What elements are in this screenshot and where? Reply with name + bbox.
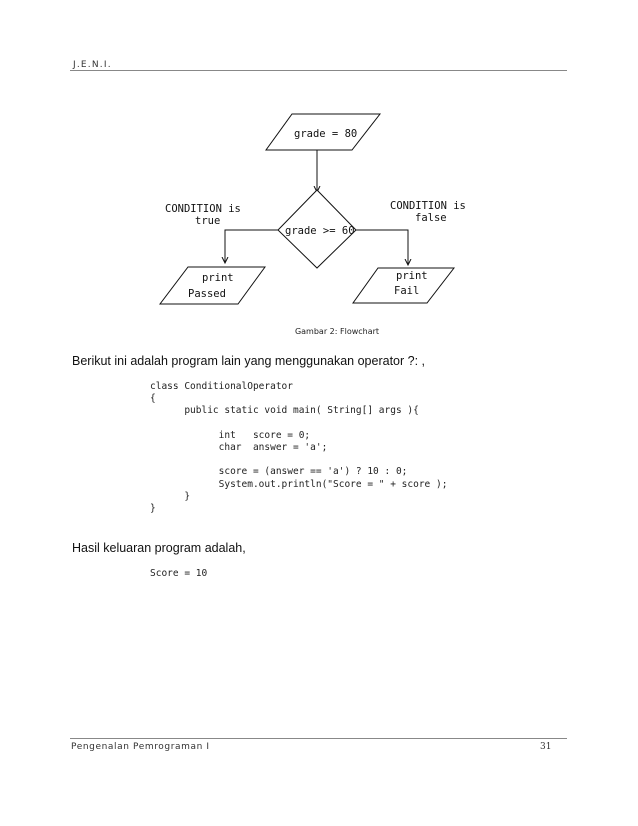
false-box-value: Fail <box>394 285 420 297</box>
figure-caption: Gambar 2: Flowchart <box>294 327 380 336</box>
code-listing: class ConditionalOperator { public static void main( String[] args ){ int score = 0; char answer = 'a'; score = (answer == 'a') ? 10 : 0; System.out.println("Score = " + score ); } } <box>150 381 448 515</box>
footer-title: Pengenalan Pemrograman I <box>71 742 210 752</box>
intro-paragraph: Berikut ini adalah program lain yang menggunakan operator ?: , <box>72 354 425 368</box>
true-box-value: Passed <box>188 288 226 300</box>
page-number: 31 <box>540 742 552 752</box>
false-label-line2: false <box>415 212 447 224</box>
header-rule <box>70 70 567 71</box>
output-intro-paragraph: Hasil keluaran program adalah, <box>72 541 246 555</box>
running-header: J.E.N.I. <box>73 60 112 70</box>
decision-text: grade >= 60 <box>285 225 355 237</box>
true-box-print: print <box>202 272 234 284</box>
start-box-text: grade = 80 <box>294 128 358 140</box>
footer-rule <box>70 738 567 739</box>
false-label-line1: CONDITION is <box>390 200 466 212</box>
flowchart <box>150 100 470 315</box>
arrow-true-branch <box>225 230 278 263</box>
arrow-false-branch <box>356 230 408 265</box>
true-label-line2: true <box>195 215 221 227</box>
program-output: Score = 10 <box>150 568 208 579</box>
true-label-line1: CONDITION is <box>165 203 241 215</box>
false-box-print: print <box>396 270 428 282</box>
